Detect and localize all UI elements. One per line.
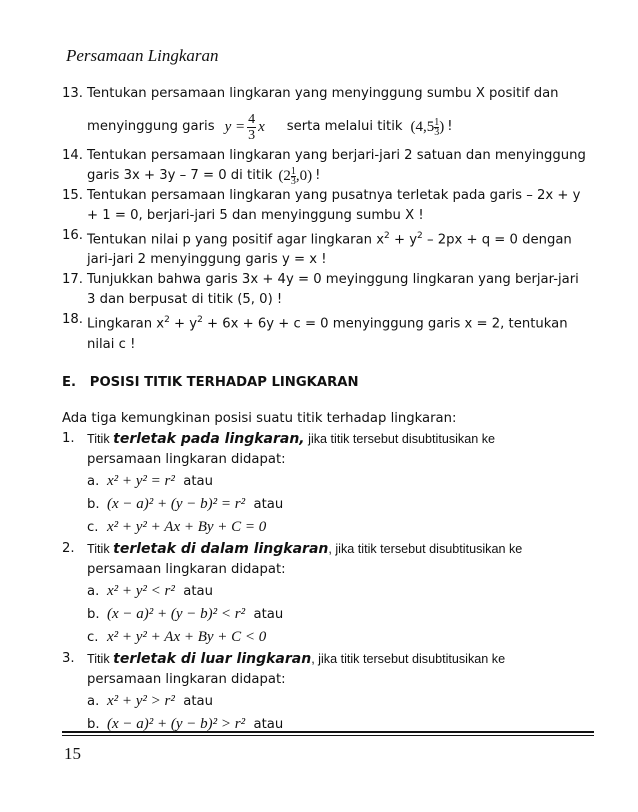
- intro-text: Ada tiga kemungkinan posisi suatu titik terhadap lingkaran:: [62, 410, 457, 426]
- problem-text: Tentukan persamaan lingkaran yang berjari-jari 2 satuan dan menyinggung: [87, 148, 586, 163]
- case-3: 3. Titik terletak di luar lingkaran, jika titik tersebut disubtitusikan ke persamaan lingkaran didapat:: [62, 649, 592, 690]
- problem-text: 3 dan berpusat di titik (5, 0) !: [87, 292, 283, 308]
- problem-text: jari-jari 2 menyinggung garis y = x !: [87, 252, 327, 268]
- small-fraction: 1 3: [290, 165, 296, 187]
- equation: x² + y² < r²: [107, 582, 175, 599]
- fraction: [247, 112, 256, 143]
- math-var: x: [258, 119, 265, 135]
- case-text: persamaan lingkaran didapat:: [87, 561, 286, 577]
- problem-text: menyinggung garis: [87, 119, 215, 134]
- problem-17: [62, 270, 592, 310]
- case-number: 1.: [62, 430, 75, 446]
- problem-14: 14. Tentukan persamaan lingkaran yang berjari-jari 2 satuan dan menyinggung garis 3x + 3y – 7 = 0 di titik (2 1 3 ,0) !: [62, 146, 592, 186]
- section-heading: E. POSISI TITIK TERHADAP LINGKARAN: [62, 374, 359, 390]
- equation: x² + y² + Ax + By + C < 0: [107, 628, 267, 645]
- equation: (x − a)² + (y − b)² < r²: [107, 605, 246, 622]
- problem-text: nilai c !: [87, 336, 136, 352]
- condition-item: b. (x − a)² + (y − b)² = r² atau: [87, 493, 592, 516]
- fraction-denominator: 3: [248, 127, 256, 143]
- problem-18: [62, 310, 592, 354]
- problem-number: 14.: [62, 148, 83, 163]
- equation: x² + y² > r²: [107, 692, 175, 709]
- case-number: 2.: [62, 540, 75, 556]
- footer-rule: [62, 735, 594, 736]
- equation: x² + y² + Ax + By + C = 0: [107, 518, 267, 535]
- problem-text: Tentukan persamaan lingkaran yang menyinggung sumbu X positif dan: [87, 86, 559, 101]
- condition-item: b. (x − a)² + (y − b)² > r² atau: [87, 713, 592, 736]
- condition-item: a. x² + y² = r² atau: [87, 470, 592, 493]
- math-lhs: y =: [224, 119, 246, 135]
- small-fraction: 1 3: [434, 116, 440, 138]
- problem-text: + 1 = 0, berjari-jari 5 dan menyinggung sumbu X !: [87, 208, 424, 223]
- point-value: (4,5 1 3 ): [410, 116, 445, 138]
- page-content: [62, 84, 592, 736]
- emphasis-text: terletak di dalam lingkaran: [113, 540, 329, 557]
- case-text: persamaan lingkaran didapat:: [87, 671, 286, 687]
- fraction-numerator: 4: [248, 111, 256, 127]
- condition-item: c. x² + y² + Ax + By + C = 0: [87, 516, 592, 539]
- problem-number: 16.: [62, 228, 83, 243]
- emphasis-text: terletak di luar lingkaran: [113, 650, 312, 667]
- equation-line: [225, 112, 265, 143]
- case-text: persamaan lingkaran didapat:: [87, 451, 286, 467]
- emphasis-text: terletak pada lingkaran,: [113, 430, 305, 447]
- point-value: (2 1 3 ,0): [278, 165, 313, 187]
- problem-16: [62, 226, 592, 270]
- problem-15: [62, 186, 592, 226]
- problem-text: Lingkaran $x^2 + y^2 + 6x + 6y + c = 0$ menyinggung garis x = 2, tentukan: [87, 315, 568, 332]
- condition-item: a. x² + y² < r² atau: [87, 580, 592, 603]
- equation: (x − a)² + (y − b)² = r²: [107, 495, 246, 512]
- problem-text: garis 3x + 3y – 7 = 0 di titik: [87, 168, 273, 183]
- problem-text: Tentukan persamaan lingkaran yang pusatnya terletak pada garis – 2x + y: [87, 188, 581, 203]
- case-number: 3.: [62, 650, 75, 666]
- condition-item: a. x² + y² > r² atau: [87, 690, 592, 713]
- condition-item: c. x² + y² + Ax + By + C < 0: [87, 626, 592, 649]
- problem-text: Tunjukkan bahwa garis 3x + 4y = 0 meyinggung lingkaran yang berjar-jari: [87, 272, 579, 288]
- page-number: 15: [64, 744, 81, 763]
- case-2: 2. Titik terletak di dalam lingkaran, jika titik tersebut disubtitusikan ke persamaan lingkaran didapat:: [62, 539, 592, 580]
- case-1: 1. Titik terletak pada lingkaran, jika titik tersebut disubtitusikan ke persamaan lingkaran didapat:: [62, 429, 592, 470]
- problem-number: 13.: [62, 86, 83, 101]
- problem-text: serta melalui titik: [286, 119, 403, 134]
- problem-13: 13. Tentukan persamaan lingkaran yang menyinggung sumbu X positif dan menyinggung garis y = $\frac{4}{3}$ x serta melalui titik (4,5 1 3 ) !: [62, 84, 592, 146]
- problem-text: Tentukan nilai p yang positif agar lingkaran $x^2 + y^2 - 2px + q = 0$ dengan: [87, 231, 572, 248]
- equation: (x − a)² + (y − b)² > r²: [107, 715, 246, 732]
- condition-item: b. (x − a)² + (y − b)² < r² atau: [87, 603, 592, 626]
- equation: x² + y² = r²: [107, 472, 175, 489]
- problem-number: 18.: [62, 312, 83, 328]
- problem-number: 15.: [62, 188, 83, 203]
- footer-rule: [62, 731, 594, 733]
- running-header: Persamaan Lingkaran: [66, 46, 219, 65]
- problem-number: 17.: [62, 272, 83, 288]
